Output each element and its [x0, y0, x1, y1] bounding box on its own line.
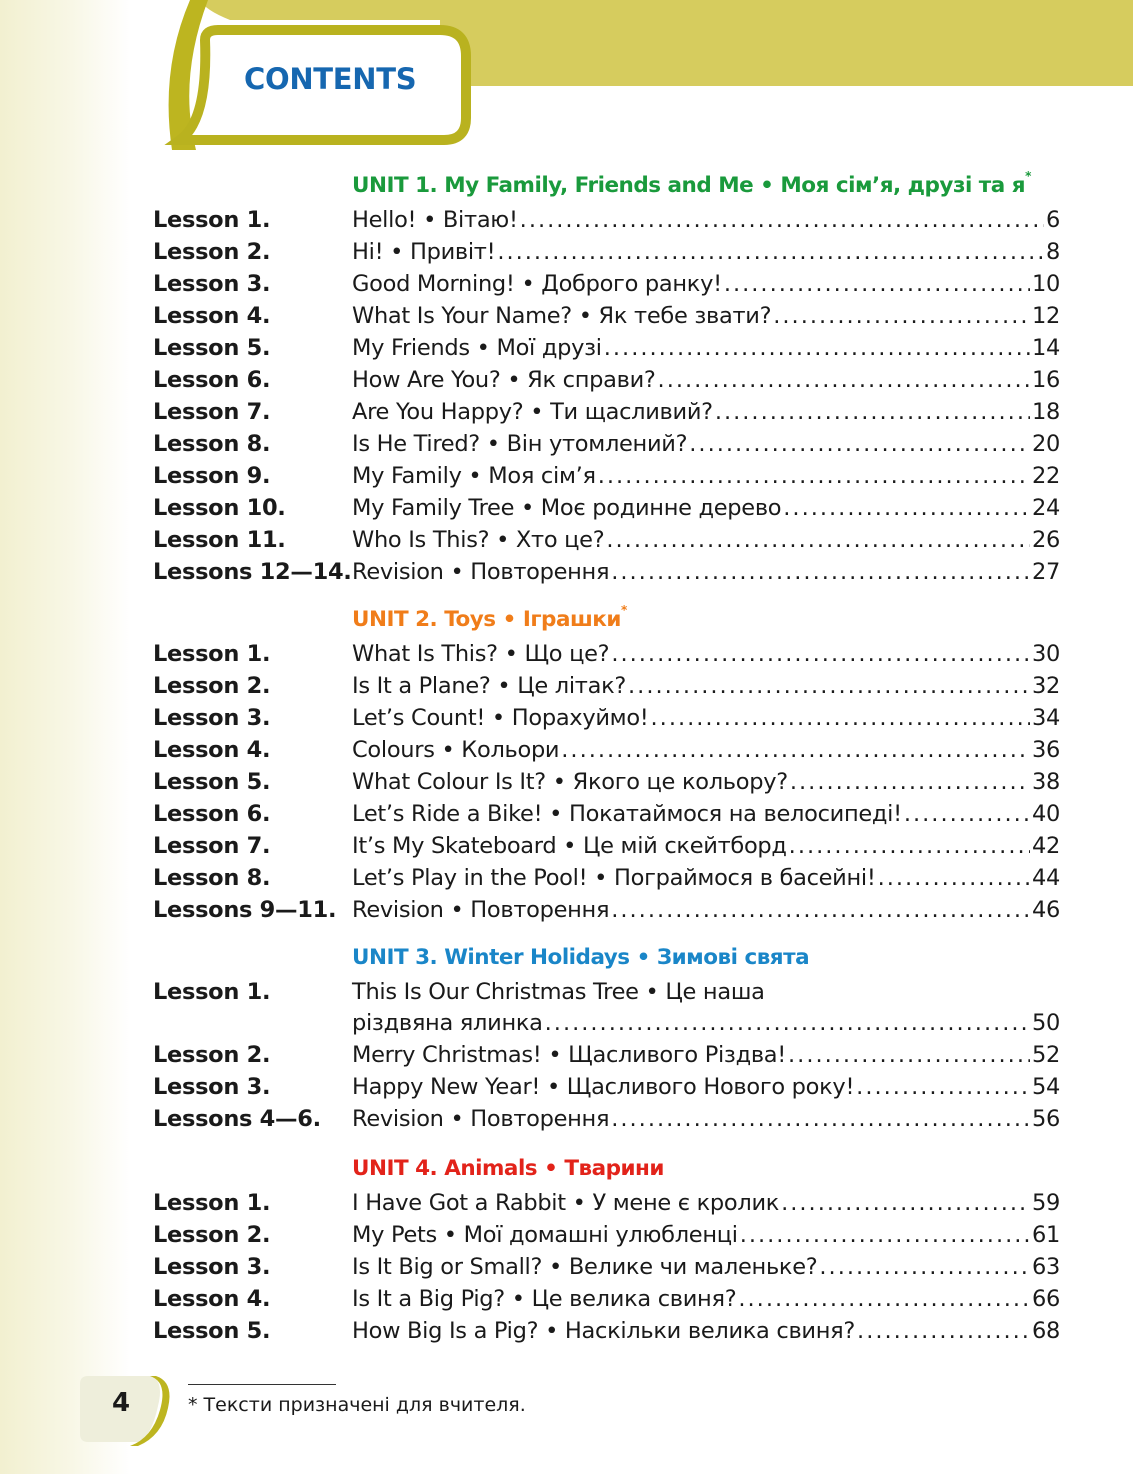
page-ref: 46	[1031, 897, 1060, 923]
toc-row[interactable]	[0, 673, 1133, 705]
leader-dots	[724, 271, 1030, 297]
lesson-entry	[352, 559, 1060, 585]
unit-title-text: UNIT 2. Toys • Іграшки	[352, 607, 621, 633]
lesson-entry	[352, 1190, 1060, 1216]
lesson-title: Revision • Повторення	[352, 1106, 610, 1132]
lesson-entry	[352, 1010, 1060, 1036]
leader-dots	[689, 431, 1030, 457]
lesson-label: Lesson 2.	[153, 239, 271, 265]
toc-row[interactable]	[0, 463, 1133, 495]
leader-dots	[611, 1106, 1030, 1132]
lesson-title: Is He Tired? • Він утомлений?	[352, 431, 688, 457]
page-ref: 36	[1031, 737, 1060, 763]
lesson-title: How Big Is a Pig? • Наскільки велика свиня?	[352, 1318, 856, 1344]
leader-dots	[788, 1042, 1030, 1068]
leader-dots	[773, 303, 1030, 329]
lesson-label: Lessons 9—11.	[153, 897, 337, 923]
lesson-entry	[352, 833, 1060, 859]
lesson-title: What Colour Is It? • Якого це кольору?	[352, 769, 788, 795]
lesson-title: This Is Our Christmas Tree • Це наша	[352, 979, 765, 1005]
lesson-entry	[352, 271, 1060, 297]
leader-dots	[611, 559, 1030, 585]
lesson-title: Good Morning! • Доброго ранку!	[352, 271, 722, 297]
lesson-entry	[352, 1222, 1060, 1248]
toc-row[interactable]	[0, 801, 1133, 833]
toc-row[interactable]	[0, 1254, 1133, 1286]
header-banner	[0, 0, 1133, 160]
lesson-entry	[352, 897, 1060, 923]
lesson-title: Revision • Повторення	[352, 559, 610, 585]
toc-row[interactable]	[0, 737, 1133, 769]
leader-dots	[781, 1190, 1030, 1216]
lesson-title: My Family Tree • Моє родинне дерево	[352, 495, 782, 521]
leader-dots	[783, 495, 1030, 521]
lesson-entry	[352, 673, 1060, 699]
lesson-label: Lesson 4.	[153, 303, 271, 329]
page-ref: 30	[1031, 641, 1060, 667]
lesson-title: What Is This? • Що це?	[352, 641, 610, 667]
leader-dots	[545, 1010, 1030, 1036]
lesson-entry	[352, 463, 1060, 489]
page-ref: 20	[1031, 431, 1060, 457]
lesson-label: Lessons 4—6.	[153, 1106, 321, 1132]
lesson-title: Colours • Кольори	[352, 737, 560, 763]
page-ref: 50	[1031, 1010, 1060, 1036]
toc-row[interactable]	[0, 431, 1133, 463]
unit-title	[352, 603, 627, 633]
page-ref: 26	[1031, 527, 1060, 553]
page-ref: 52	[1031, 1042, 1060, 1068]
page-ref: 40	[1031, 801, 1060, 827]
toc-row[interactable]	[0, 769, 1133, 801]
lesson-entry	[352, 979, 1060, 1005]
leader-dots	[878, 865, 1030, 891]
toc-row[interactable]	[0, 1042, 1133, 1074]
leader-dots	[819, 1254, 1030, 1280]
toc-row[interactable]	[0, 399, 1133, 431]
lesson-title: How Are You? • Як справи?	[352, 367, 656, 393]
page-ref: 16	[1031, 367, 1060, 393]
toc-row[interactable]	[0, 271, 1133, 303]
leader-dots	[611, 897, 1030, 923]
lesson-entry	[352, 239, 1060, 265]
lesson-title: Who Is This? • Хто це?	[352, 527, 605, 553]
page-ref: 22	[1031, 463, 1060, 489]
page-ref: 38	[1031, 769, 1060, 795]
toc-row[interactable]	[0, 559, 1133, 591]
leader-dots	[520, 207, 1044, 233]
lesson-label: Lesson 11.	[153, 527, 286, 553]
leader-dots	[497, 239, 1044, 265]
page-ref: 14	[1031, 335, 1060, 361]
lesson-label: Lesson 6.	[153, 367, 271, 393]
lesson-entry	[352, 641, 1060, 667]
lesson-label: Lesson 2.	[153, 673, 271, 699]
toc-row[interactable]	[0, 239, 1133, 271]
toc-row[interactable]	[0, 979, 1133, 1011]
leader-dots	[658, 367, 1030, 393]
lesson-title: My Pets • Мої домашні улюбленці	[352, 1222, 738, 1248]
lesson-title: Happy New Year! • Щасливого Нового року!	[352, 1074, 855, 1100]
lesson-label: Lesson 3.	[153, 705, 271, 731]
lesson-label: Lesson 3.	[153, 1254, 271, 1280]
page-ref: 34	[1031, 705, 1060, 731]
leader-dots	[598, 463, 1030, 489]
lesson-label: Lesson 3.	[153, 271, 271, 297]
lesson-label: Lesson 9.	[153, 463, 271, 489]
toc-row[interactable]	[0, 705, 1133, 737]
lesson-label: Lesson 4.	[153, 737, 271, 763]
footnote: * Тексти призначені для вчителя.	[188, 1394, 526, 1416]
footnote-mark: *	[1025, 169, 1031, 183]
unit-title	[352, 945, 809, 970]
toc-row[interactable]	[0, 865, 1133, 897]
leader-dots	[904, 801, 1030, 827]
page-ref: 56	[1031, 1106, 1060, 1132]
toc-row[interactable]	[0, 335, 1133, 367]
lesson-label: Lesson 7.	[153, 833, 271, 859]
lesson-label: Lessons 12—14.	[153, 559, 352, 585]
unit-title-text: UNIT 1. My Family, Friends and Me • Моя сім’я, друзі та я	[352, 173, 1026, 199]
leader-dots	[790, 769, 1030, 795]
lesson-entry	[352, 769, 1060, 795]
page-ref: 66	[1031, 1286, 1060, 1312]
lesson-entry	[352, 367, 1060, 393]
page-ref: 59	[1031, 1190, 1060, 1216]
lesson-title: Is It Big or Small? • Велике чи маленьке?	[352, 1254, 818, 1280]
toc-row-continued[interactable]	[0, 1010, 1133, 1042]
toc-row[interactable]	[0, 1074, 1133, 1106]
lesson-entry	[352, 207, 1060, 233]
toc-row[interactable]	[0, 207, 1133, 239]
lesson-entry	[352, 495, 1060, 521]
lesson-label: Lesson 1.	[153, 1190, 271, 1216]
lesson-entry	[352, 1074, 1060, 1100]
toc-row[interactable]	[0, 303, 1133, 335]
lesson-title: What Is Your Name? • Як тебе звати?	[352, 303, 772, 329]
toc-row[interactable]	[0, 897, 1133, 929]
page-ref: 32	[1031, 673, 1060, 699]
toc-row[interactable]	[0, 1190, 1133, 1222]
unit-title-text: UNIT 4. Animals • Тварини	[352, 1156, 664, 1181]
lesson-label: Lesson 1.	[153, 207, 271, 233]
lesson-entry	[352, 527, 1060, 553]
page-ref: 61	[1031, 1222, 1060, 1248]
leader-dots	[604, 335, 1030, 361]
toc-row[interactable]	[0, 1286, 1133, 1318]
toc-row[interactable]	[0, 1318, 1133, 1350]
leader-dots	[857, 1318, 1030, 1344]
page-ref: 63	[1031, 1254, 1060, 1280]
lesson-entry	[352, 705, 1060, 731]
lesson-title: Let’s Count! • Порахуймо!	[352, 705, 649, 731]
lesson-title: My Family • Моя сім’я	[352, 463, 596, 489]
lesson-entry	[352, 1106, 1060, 1132]
page-number: 4	[111, 1388, 131, 1418]
lesson-label: Lesson 2.	[153, 1042, 271, 1068]
leader-dots	[715, 399, 1030, 425]
toc-row[interactable]	[0, 367, 1133, 399]
page-ref: 68	[1031, 1318, 1060, 1344]
lesson-label: Lesson 8.	[153, 865, 271, 891]
toc-row[interactable]	[0, 641, 1133, 673]
lesson-title: Let’s Play in the Pool! • Пограймося в басейні!	[352, 865, 876, 891]
lesson-label: Lesson 7.	[153, 399, 271, 425]
lesson-entry	[352, 865, 1060, 891]
lesson-label: Lesson 4.	[153, 1286, 271, 1312]
lesson-title: Let’s Ride a Bike! • Покатаймося на велосипеді!	[352, 801, 902, 827]
lesson-title: Is It a Big Pig? • Це велика свиня?	[352, 1286, 737, 1312]
lesson-title: Are You Happy? • Ти щасливий?	[352, 399, 713, 425]
lesson-entry	[352, 1254, 1060, 1280]
footnote-divider	[188, 1384, 336, 1385]
page-ref: 42	[1031, 833, 1060, 859]
unit-title-text: UNIT 3. Winter Holidays • Зимові свята	[352, 945, 810, 970]
lesson-label: Lesson 5.	[153, 769, 271, 795]
lesson-label: Lesson 1.	[153, 641, 271, 667]
lesson-entry	[352, 335, 1060, 361]
lesson-label: Lesson 8.	[153, 431, 271, 457]
lesson-entry	[352, 431, 1060, 457]
lesson-title: My Friends • Мої друзі	[352, 335, 602, 361]
page-title: CONTENTS	[244, 62, 417, 96]
leader-dots	[738, 1286, 1030, 1312]
page-ref: 44	[1031, 865, 1060, 891]
lesson-entry	[352, 1318, 1060, 1344]
leader-dots	[628, 673, 1030, 699]
toc-row[interactable]	[0, 495, 1133, 527]
page-ref: 6	[1045, 207, 1060, 233]
lesson-entry	[352, 303, 1060, 329]
lesson-label: Lesson 5.	[153, 335, 271, 361]
lesson-title: I Have Got a Rabbit • У мене є кролик	[352, 1190, 780, 1216]
toc-row[interactable]	[0, 833, 1133, 865]
leader-dots	[856, 1074, 1030, 1100]
lesson-entry	[352, 1042, 1060, 1068]
leader-dots	[651, 705, 1030, 731]
lesson-title: It’s My Skateboard • Це мій скейтборд	[352, 833, 787, 859]
lesson-entry	[352, 801, 1060, 827]
lesson-label: Lesson 2.	[153, 1222, 271, 1248]
lesson-title: Revision • Повторення	[352, 897, 610, 923]
lesson-title: Merry Christmas! • Щасливого Різдва!	[352, 1042, 787, 1068]
toc-row[interactable]	[0, 1222, 1133, 1254]
page-ref: 10	[1031, 271, 1060, 297]
lesson-title: Hi! • Привіт!	[352, 239, 496, 265]
page-ref: 24	[1031, 495, 1060, 521]
page-ref: 54	[1031, 1074, 1060, 1100]
lesson-entry	[352, 1286, 1060, 1312]
leader-dots	[740, 1222, 1030, 1248]
leader-dots	[789, 833, 1030, 859]
page-ref: 8	[1045, 239, 1060, 265]
unit-title	[352, 169, 1031, 199]
leader-dots	[561, 737, 1030, 763]
footnote-mark: *	[620, 603, 627, 617]
lesson-label: Lesson 3.	[153, 1074, 271, 1100]
lesson-entry	[352, 399, 1060, 425]
lesson-label: Lesson 10.	[153, 495, 286, 521]
page-ref: 12	[1031, 303, 1060, 329]
lesson-label: Lesson 1.	[153, 979, 271, 1005]
lesson-title: Is It a Plane? • Це літак?	[352, 673, 627, 699]
toc-row[interactable]	[0, 527, 1133, 559]
leader-dots	[611, 641, 1030, 667]
toc-row[interactable]	[0, 1106, 1133, 1138]
lesson-label: Lesson 6.	[153, 801, 271, 827]
page-ref: 18	[1031, 399, 1060, 425]
unit-title	[352, 1156, 664, 1181]
leader-dots	[606, 527, 1030, 553]
lesson-entry	[352, 737, 1060, 763]
lesson-title: Hello! • Вітаю!	[352, 207, 518, 233]
lesson-title-continued: різдвяна ялинка	[352, 1010, 543, 1036]
lesson-label: Lesson 5.	[153, 1318, 271, 1344]
page-ref: 27	[1031, 559, 1060, 585]
